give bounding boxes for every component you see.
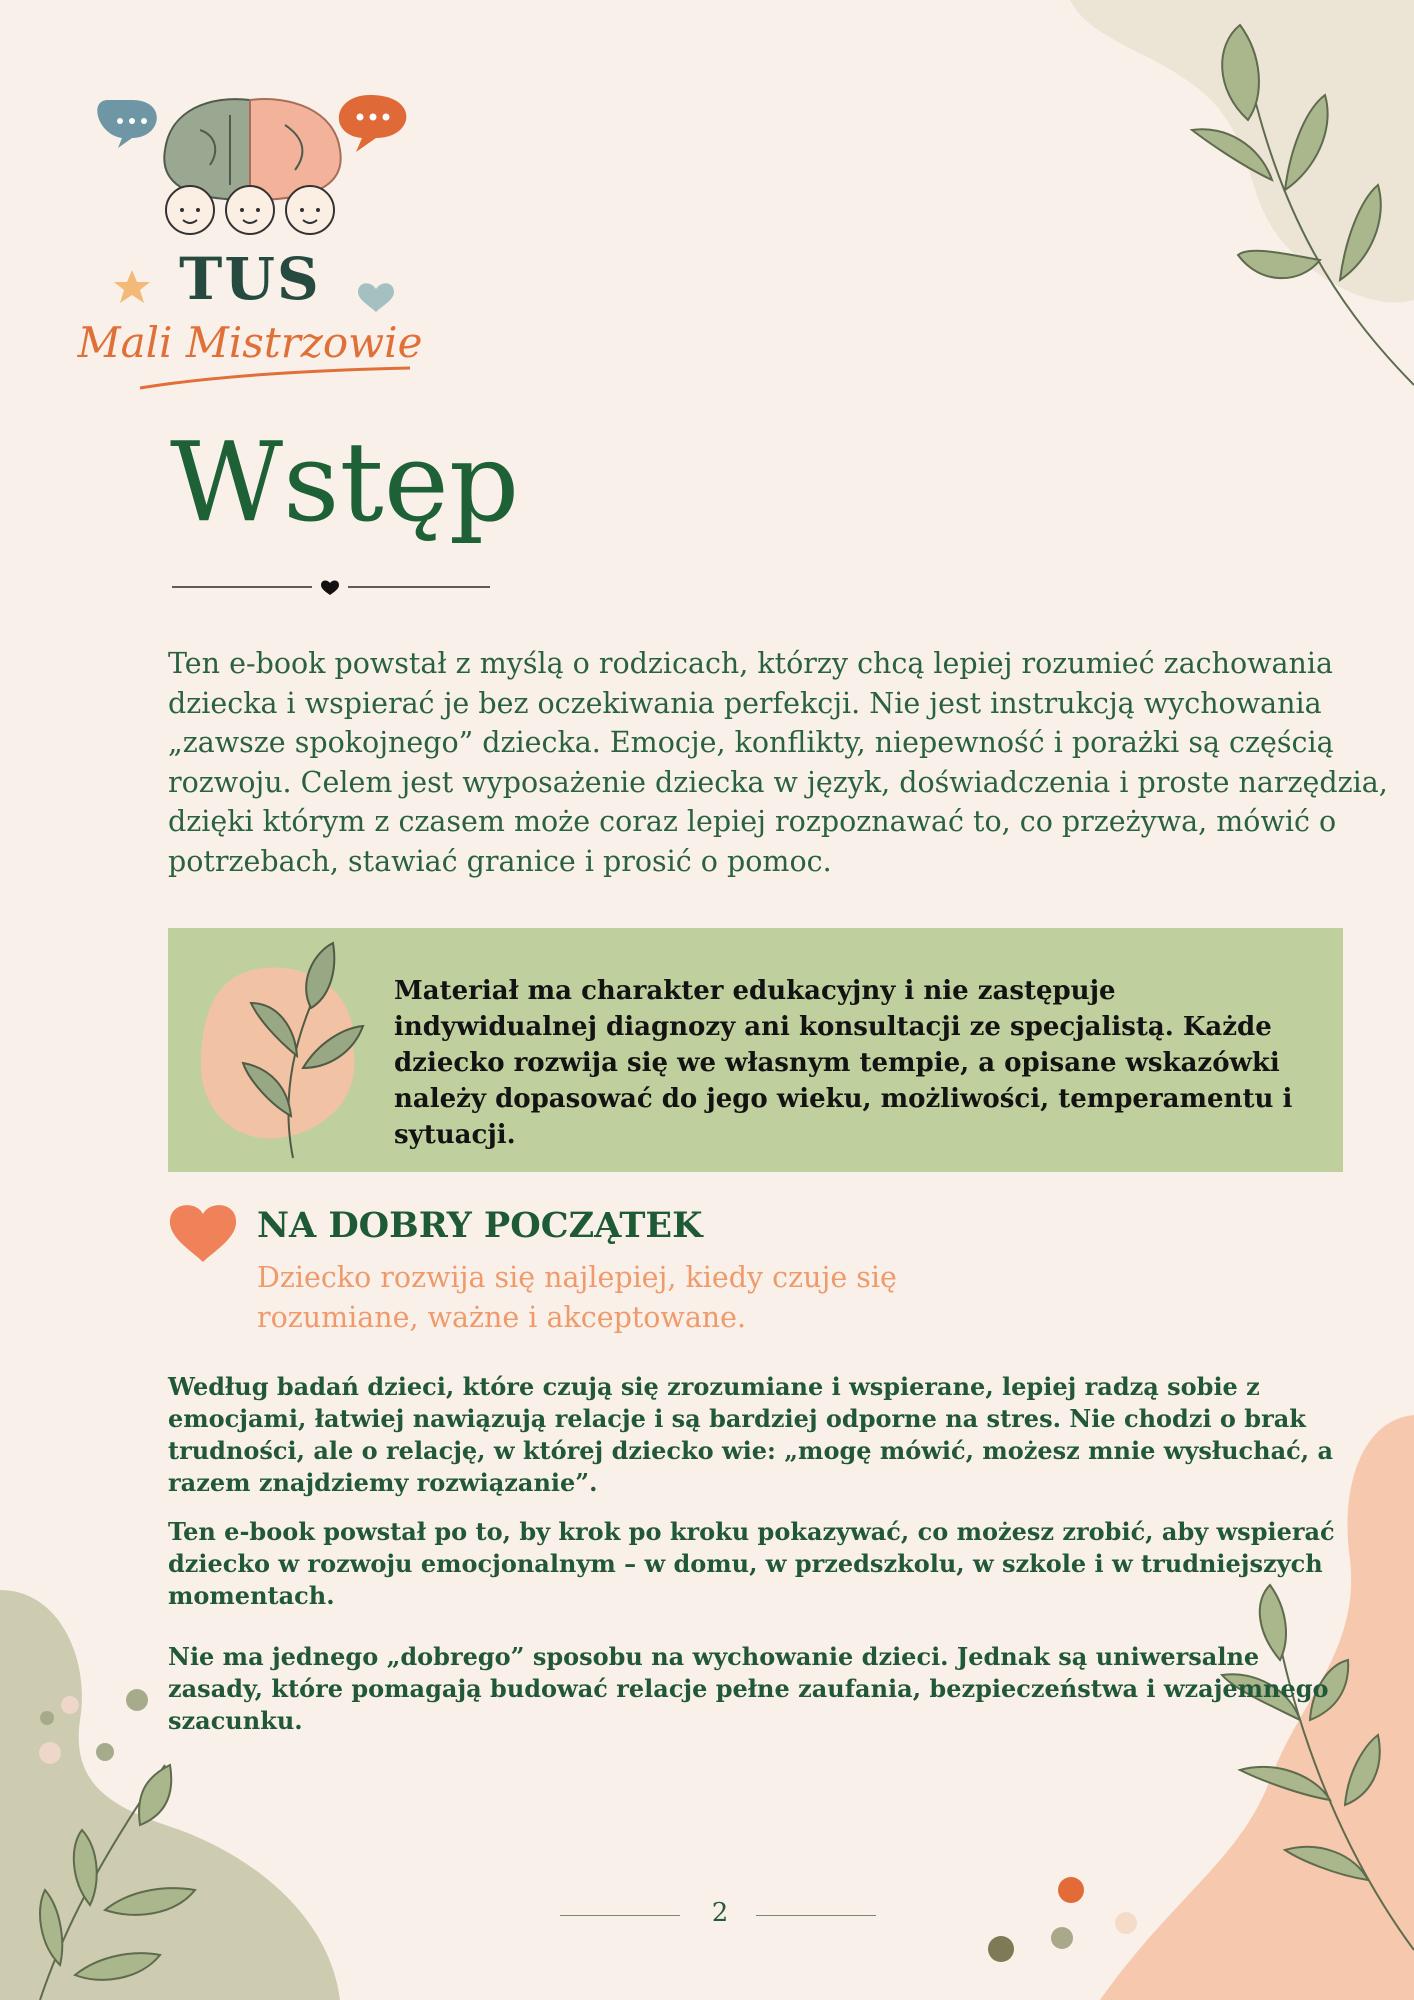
page-footer bbox=[560, 1896, 880, 1936]
section-subtitle: Dziecko rozwija się najlepiej, kiedy czuje się rozumiane, ważne i akceptowane. bbox=[257, 1261, 897, 1334]
logo-title: TUS bbox=[179, 245, 321, 313]
callout-text: Materiał ma charakter edukacyjny i nie zastępuje indywidualnej diagnozy ani konsultacji ze specjalistą. Każde dziecko rozwija się we własnym tempie, a opisane wskazówki należy dopasować do jego wieku, możliwości, temperamentu i sytuacji. bbox=[394, 976, 1293, 1150]
body-paragraph: Ten e-book powstał po to, by krok po kroku pokazywać, co możesz zrobić, aby wspierać dziecko w rozwoju emocjonalnym – w domu, w przedszkolu, w szkole i w trudniejszych momentach. bbox=[168, 1517, 1335, 1610]
page-title: Wstęp bbox=[170, 418, 520, 546]
heart-icon bbox=[321, 581, 339, 595]
body-paragraph: Nie ma jednego „dobrego” sposobu na wychowanie dzieci. Jednak są uniwersalne zasady, które pomagają budować relacje pełne zaufania, bezpieczeństwa i wzajemnego szacunku. bbox=[168, 1642, 1329, 1735]
heart-icon bbox=[168, 1200, 238, 1264]
logo bbox=[70, 90, 430, 400]
intro-paragraph: Ten e-book powstał z myślą o rodzicach, którzy chcą lepiej rozumieć zachowania dziecka i wspierać je bez oczekiwania perfekcji. Nie jest instrukcją wychowania „zawsze spokojnego” dziecka. Emocje, konflikty, niepewność i porażki są częścią rozwoju. Celem jest wyposażenie dziecka w język, doświadczenia i proste narzędzia, dzięki którym z czasem może coraz lepiej rozpoznawać to, co przeżywa, mówić o potrzebach, stawiać granice i prosić o pomoc. bbox=[168, 647, 1388, 878]
body-paragraph: Według badań dzieci, które czują się zrozumiane i wspierane, lepiej radzą sobie z emocjami, łatwiej nawiązują relacje i są bardziej odporne na stres. Nie chodzi o brak trudności, ale o relację, w której dziecko wie: „mogę mówić, możesz mnie wysłuchać, a razem znajdziemy rozwiązanie”. bbox=[168, 1372, 1334, 1497]
section-title: NA DOBRY POCZĄTEK bbox=[257, 1205, 703, 1246]
callout-box bbox=[168, 928, 1343, 1172]
logo-subtitle: Mali Mistrzowie bbox=[77, 318, 423, 367]
title-divider bbox=[172, 578, 492, 598]
leaf-illustration-icon bbox=[193, 938, 373, 1163]
page-number: 2 bbox=[711, 1898, 729, 1928]
